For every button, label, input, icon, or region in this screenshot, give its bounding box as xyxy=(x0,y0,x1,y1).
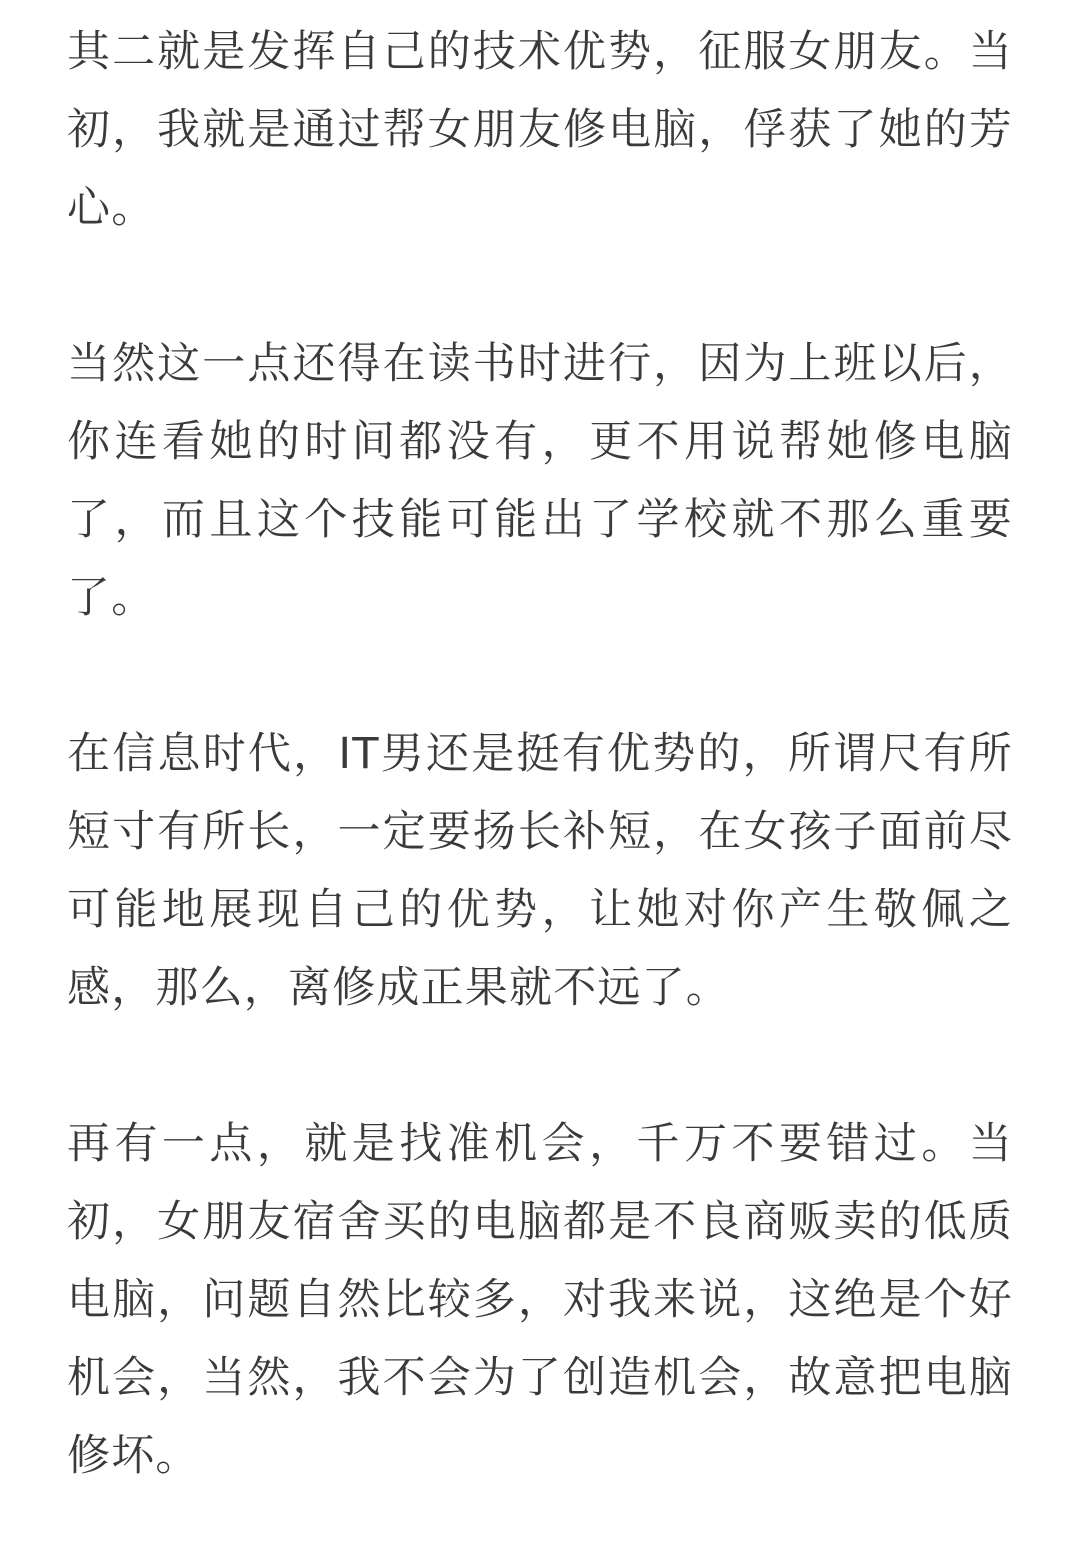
paragraph-2: 当然这一点还得在读书时进行，因为上班以后，你连看她的时间都没有，更不用说帮她修电脑了，而且这个技能可能出了学校就不那么重要了。 xyxy=(67,339,1013,623)
paragraph-4: 再有一点，就是找准机会，千万不要错过。当初，女朋友宿舍买的电脑都是不良商贩卖的低质电脑，问题自然比较多，对我来说，这绝是个好机会，当然，我不会为了创造机会，故意把电脑修坏。 xyxy=(67,1119,1013,1481)
paragraph-3: 在信息时代，IT男还是挺有优势的，所谓尺有所短寸有所长，一定要扬长补短，在女孩子面前尽可能地展现自己的优势，让她对你产生敬佩之感，那么，离修成正果就不远了。 xyxy=(67,729,1013,1013)
article-body xyxy=(67,13,1013,1495)
paragraph-1: 其二就是发挥自己的技术优势，征服女朋友。当初，我就是通过帮女朋友修电脑，俘获了她的芳心。 xyxy=(67,27,1013,233)
